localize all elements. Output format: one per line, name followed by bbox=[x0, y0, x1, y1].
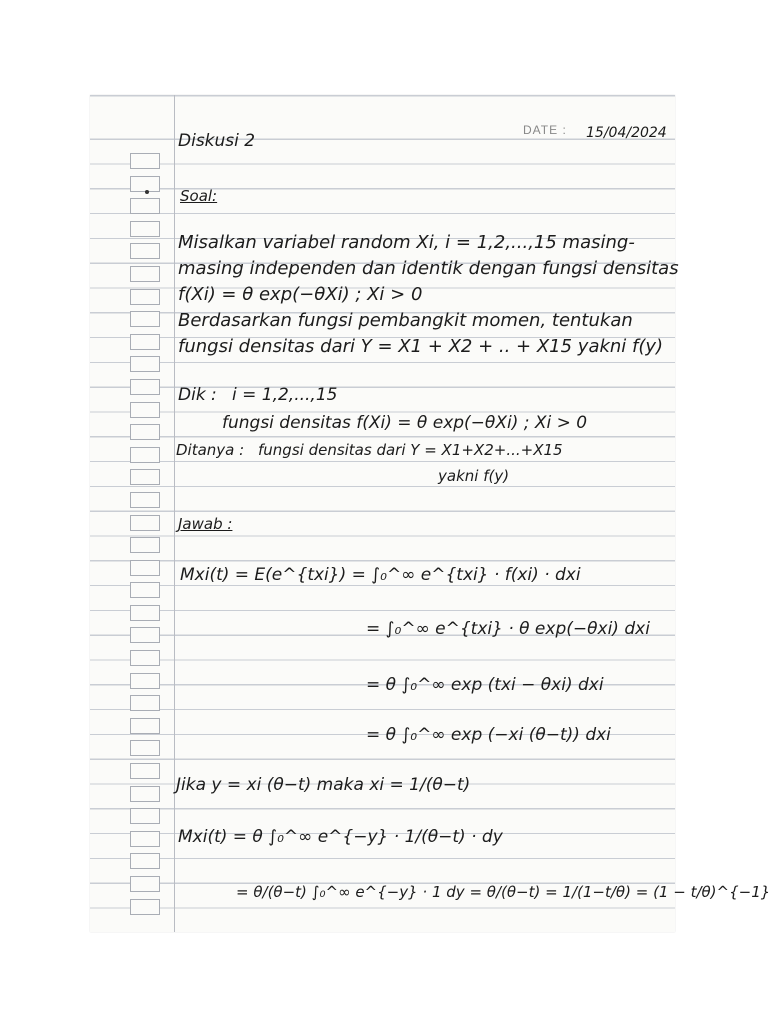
notebook-page bbox=[90, 95, 770, 932]
margin-box bbox=[130, 176, 160, 192]
margin-box bbox=[130, 221, 160, 237]
margin-box bbox=[130, 424, 160, 440]
margin-box bbox=[130, 808, 160, 824]
margin-box bbox=[130, 153, 160, 169]
dik-line-1: i = 1,2,...,15 bbox=[232, 385, 338, 405]
eq-4: = θ ∫₀^∞ exp (−xi (θ−t)) dxi bbox=[366, 725, 611, 745]
margin-box bbox=[130, 740, 160, 756]
ditanya-line-2: yakni f(y) bbox=[438, 467, 510, 485]
bullet-dot bbox=[145, 190, 149, 194]
margin-box bbox=[130, 899, 160, 915]
eq-1: Mxi(t) = E(e^{txi}) = ∫₀^∞ e^{txi} · f(xi) · dxi bbox=[180, 565, 581, 585]
margin-box bbox=[130, 786, 160, 802]
margin-line bbox=[174, 95, 175, 932]
margin-box bbox=[130, 627, 160, 643]
margin-box bbox=[130, 243, 160, 259]
margin-box bbox=[130, 650, 160, 666]
margin-box bbox=[130, 605, 160, 621]
dik-line-2: fungsi densitas f(Xi) = θ exp(−θXi) ; Xi > 0 bbox=[222, 413, 588, 433]
margin-box bbox=[130, 447, 160, 463]
eq-5: Mxi(t) = θ ∫₀^∞ e^{−y} · 1/(θ−t) · dy bbox=[178, 827, 503, 847]
dik-label: Dik : bbox=[178, 385, 217, 405]
eq-3: = θ ∫₀^∞ exp (txi − θxi) dxi bbox=[366, 675, 604, 695]
margin-box bbox=[130, 469, 160, 485]
margin-box bbox=[130, 537, 160, 553]
margin-box bbox=[130, 876, 160, 892]
date-label: DATE : bbox=[523, 123, 567, 137]
margin-box bbox=[130, 560, 160, 576]
margin-box bbox=[130, 515, 160, 531]
margin-box bbox=[130, 198, 160, 214]
soal-line-3: f(Xi) = θ exp(−θXi) ; Xi > 0 bbox=[178, 284, 423, 305]
margin-box bbox=[130, 334, 160, 350]
eq-6: = θ/(θ−t) ∫₀^∞ e^{−y} · 1 dy = θ/(θ−t) = 1/(1−t/θ) = (1 − t/θ)^{−1} bbox=[236, 883, 770, 901]
margin-box bbox=[130, 853, 160, 869]
margin-box bbox=[130, 266, 160, 282]
jawab-heading: Jawab : bbox=[178, 515, 233, 533]
eq-2: = ∫₀^∞ e^{txi} · θ exp(−θxi) dxi bbox=[366, 619, 650, 639]
soal-line-2: masing independen dan identik dengan fungsi densitas bbox=[178, 258, 679, 279]
margin-box bbox=[130, 379, 160, 395]
margin-box bbox=[130, 311, 160, 327]
soal-line-1: Misalkan variabel random Xi, i = 1,2,...,15 masing- bbox=[178, 232, 635, 253]
margin-box bbox=[130, 356, 160, 372]
checkbox-column bbox=[130, 153, 168, 921]
soal-heading: Soal: bbox=[180, 187, 218, 205]
margin-box bbox=[130, 402, 160, 418]
margin-box bbox=[130, 763, 160, 779]
ditanya-label: Ditanya : bbox=[176, 441, 245, 459]
soal-line-5: fungsi densitas dari Y = X1 + X2 + .. + X15 yakni f(y) bbox=[178, 336, 664, 357]
substitution-line: Jika y = xi (θ−t) maka xi = 1/(θ−t) bbox=[176, 775, 471, 795]
margin-box bbox=[130, 492, 160, 508]
date-value: 15/04/2024 bbox=[586, 125, 667, 141]
soal-line-4: Berdasarkan fungsi pembangkit momen, tentukan bbox=[178, 310, 633, 331]
margin-box bbox=[130, 673, 160, 689]
ditanya-line: fungsi densitas dari Y = X1+X2+...+X15 bbox=[258, 441, 563, 459]
margin-box bbox=[130, 718, 160, 734]
page-title: Diskusi 2 bbox=[178, 131, 256, 151]
margin-box bbox=[130, 289, 160, 305]
margin-box bbox=[130, 582, 160, 598]
margin-box bbox=[130, 831, 160, 847]
margin-box bbox=[130, 695, 160, 711]
